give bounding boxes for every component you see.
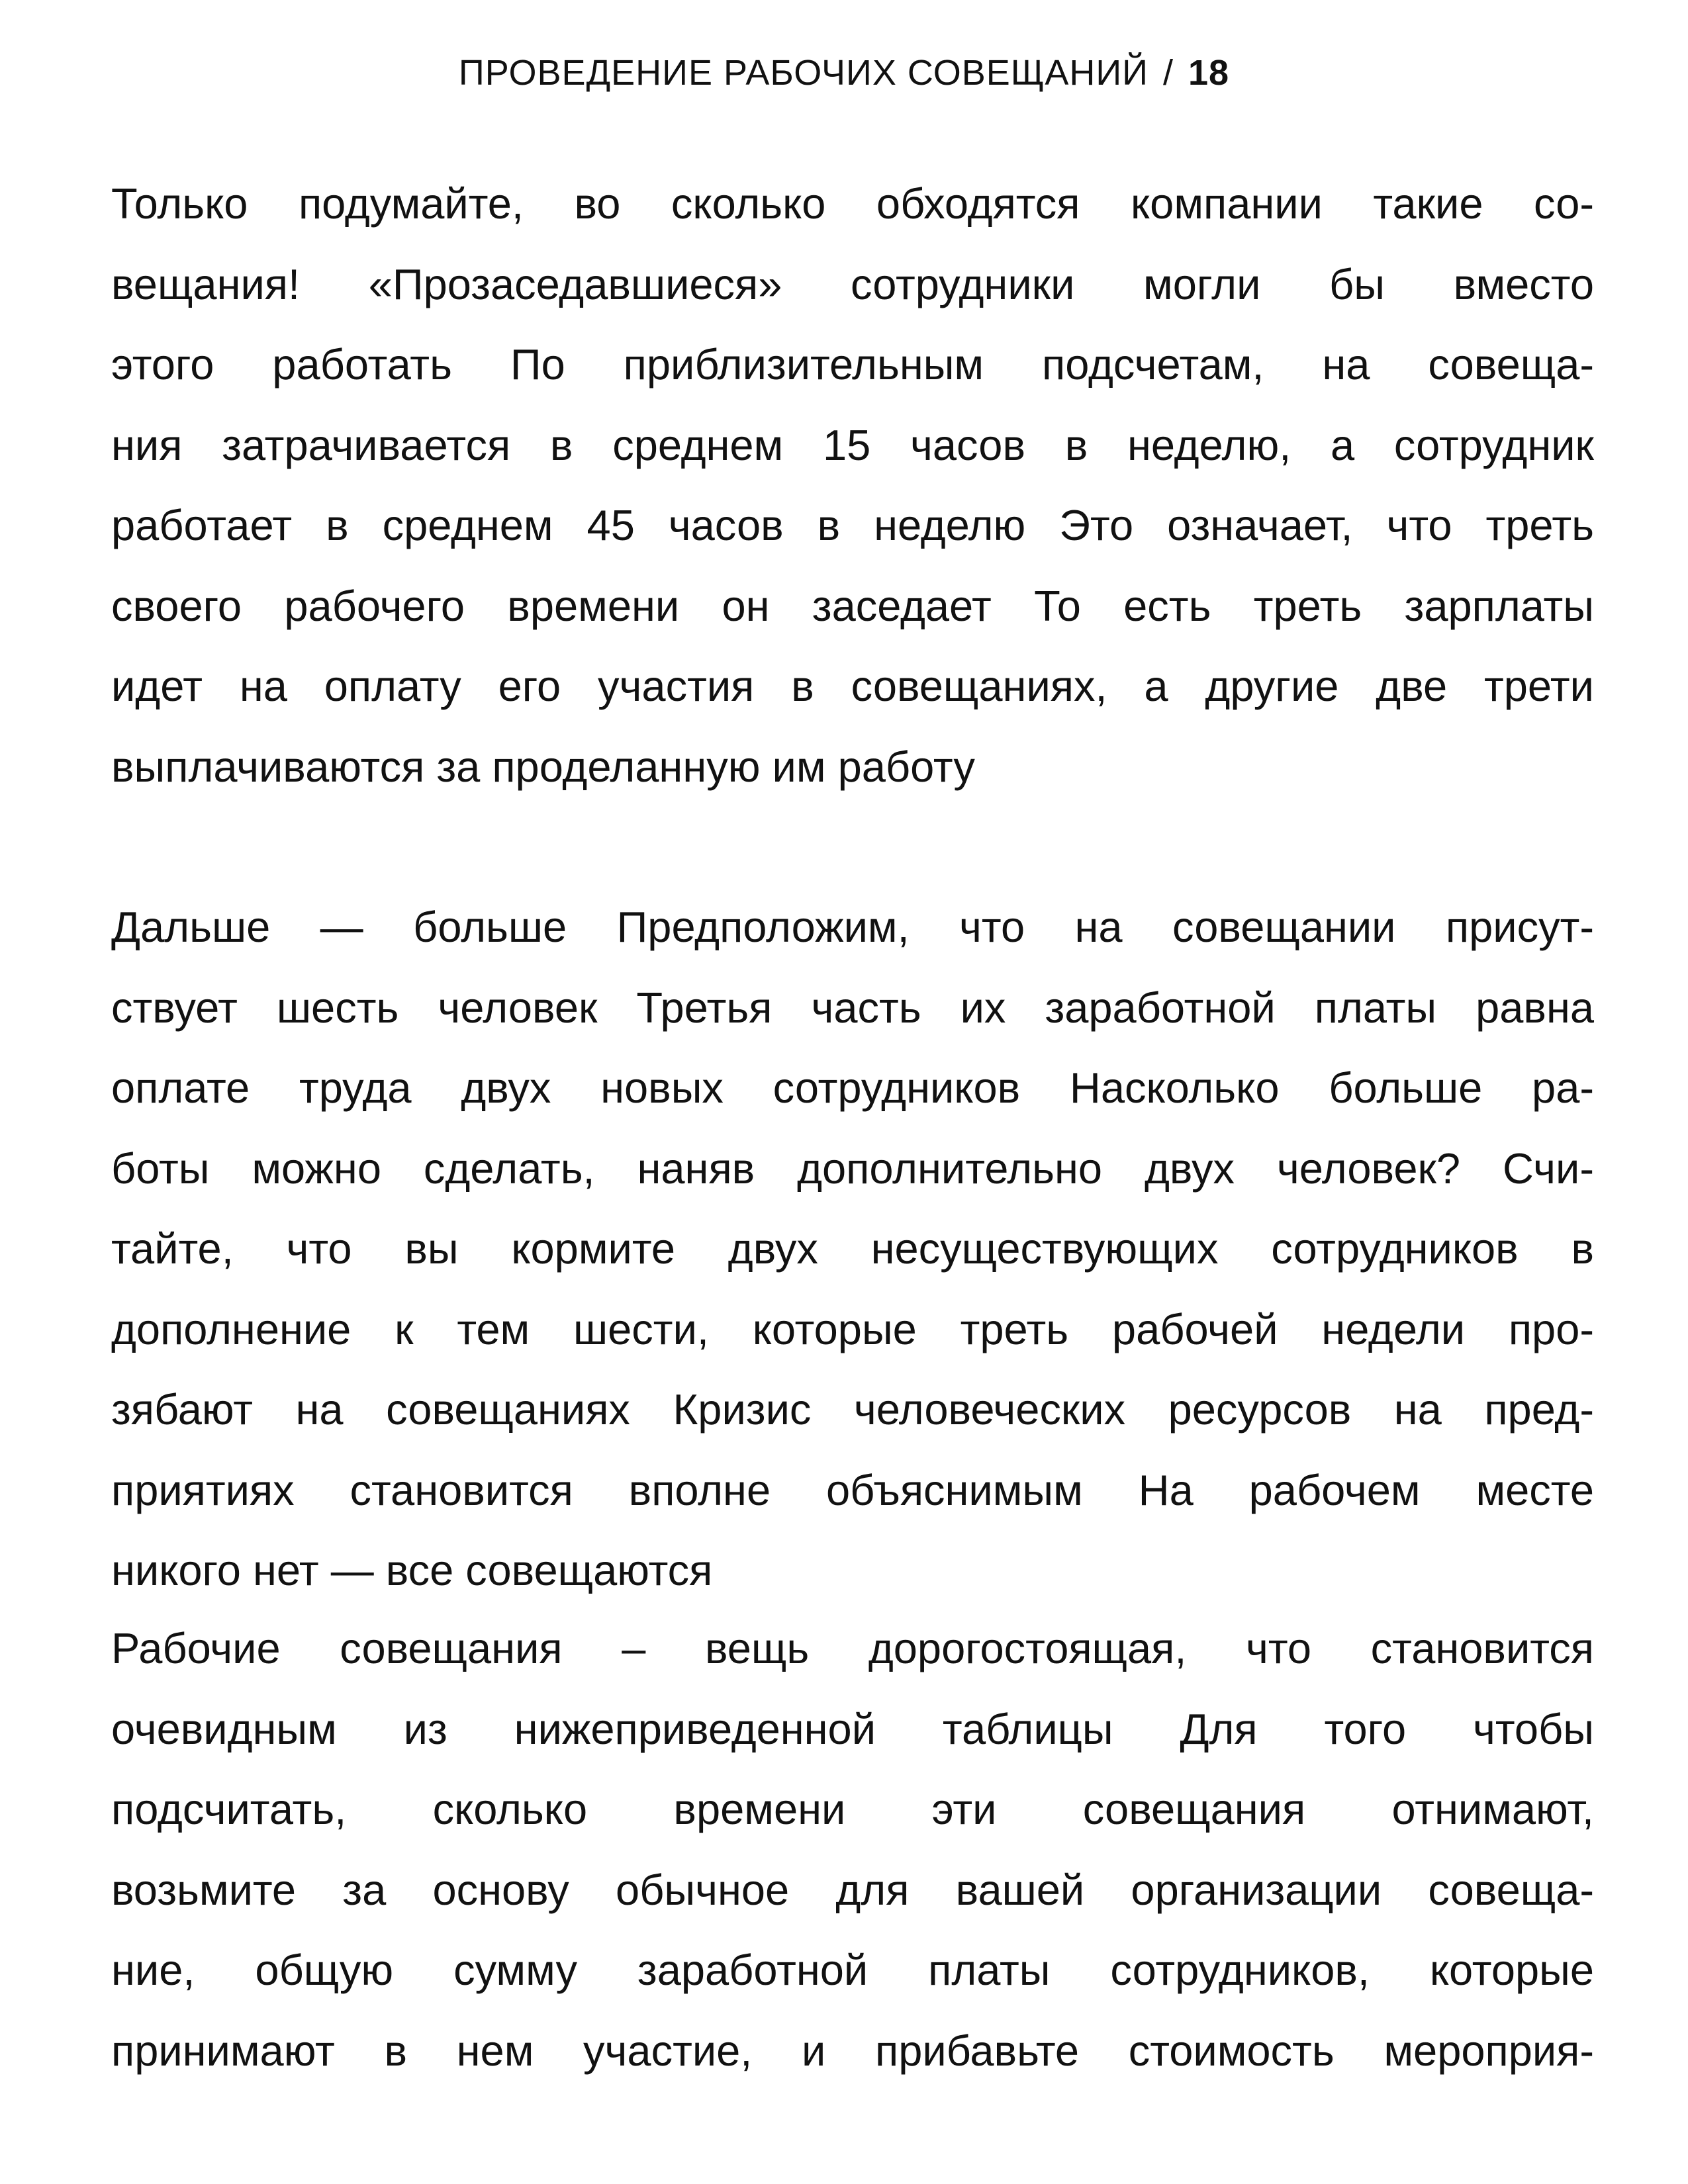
text-line: этого работать По приблизительным подсчетам, на совеща- [111, 340, 1594, 388]
text-line: оплате труда двух новых сотрудников Насколько больше ра- [111, 1064, 1594, 1112]
text-line: Только подумайте, во сколько обходятся компании такие со- [111, 179, 1594, 228]
text-line: никого нет — все совещаются [111, 1546, 713, 1594]
text-line: Рабочие совещания – вещь дорогостоящая, что становится [111, 1624, 1594, 1672]
text-line: боты можно сделать, наняв дополнительно двух человек? Счи- [111, 1144, 1594, 1193]
text-line: ствует шесть человек Третья часть их заработной платы равна [111, 983, 1594, 1032]
text-line: тайте, что вы кормите двух несуществующих сотрудников в [111, 1224, 1594, 1273]
text-line: подсчитать, сколько времени эти совещания отнимают, [111, 1785, 1594, 1833]
text-line: принимают в нем участие, и прибавьте стоимость мероприя- [111, 2026, 1594, 2075]
text-line: ния затрачивается в среднем 15 часов в неделю, а сотрудник [111, 420, 1594, 469]
text-line: ние, общую сумму заработной платы сотрудников, которые [111, 1946, 1594, 1994]
text-line: выплачиваются за проделанную им работу [111, 742, 975, 791]
paragraph-2 [111, 887, 1594, 1611]
paragraph-3 [111, 1608, 1594, 2091]
text-line: очевидным из нижеприведенной таблицы Для того чтобы [111, 1704, 1594, 1753]
text-line: работает в среднем 45 часов в неделю Это означает, что треть [111, 501, 1594, 549]
text-line: зябают на совещаниях Кризис человеческих ресурсов на пред- [111, 1385, 1594, 1433]
header-separator: / [1163, 53, 1174, 93]
running-header [0, 46, 1688, 99]
text-line: возьмите за основу обычное для вашей организации совеща- [111, 1865, 1594, 1914]
paragraph-1 [111, 163, 1594, 807]
text-line: приятиях становится вполне объяснимым На рабочем месте [111, 1465, 1594, 1514]
text-line: вещания! «Прозаседавшиеся» сотрудники могли бы вместо [111, 259, 1594, 308]
text-line: своего рабочего времени он заседает То есть треть зарплаты [111, 581, 1594, 630]
text-line: идет на оплату его участия в совещаниях, а другие две трети [111, 662, 1594, 710]
text-line: Дальше — больше Предположим, что на совещании присут- [111, 903, 1594, 951]
running-title: ПРОВЕДЕНИЕ РАБОЧИХ СОВЕЩАНИЙ [458, 53, 1149, 93]
page-number: 18 [1188, 53, 1230, 93]
text-line: дополнение к тем шести, которые треть рабочей недели про- [111, 1304, 1594, 1353]
